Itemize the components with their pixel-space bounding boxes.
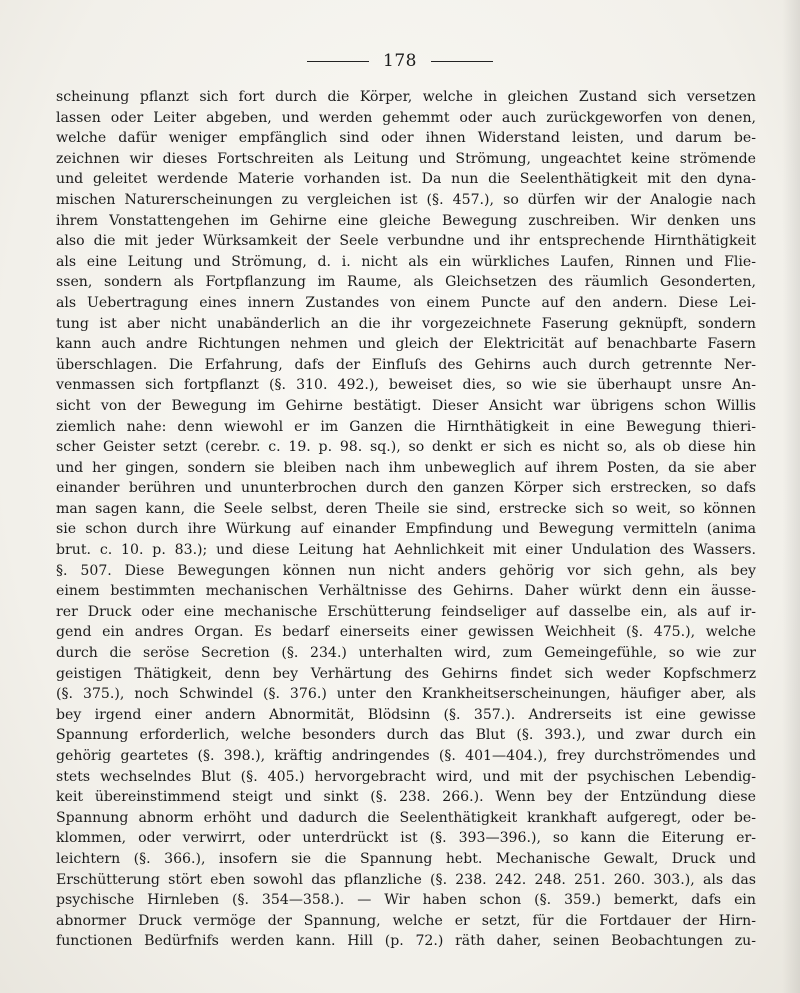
text-line: leichtern (§. 366.), insofern sie die Spannung hebt. Mechanische Gewalt, Druck und [56, 850, 756, 867]
text-line: rer Druck oder eine mechanische Erschütterung feindseliger auf dasselbe ein, als auf ir- [56, 603, 756, 620]
page-number: 178 [383, 51, 417, 71]
page-header [0, 46, 800, 76]
header-rule-left [307, 61, 369, 62]
text-line: zeichnen wir dieses Fortschreiten als Leitung und Strömung, ungeachtet keine strömende [56, 150, 756, 167]
text-line: ssen, sondern als Fortpflanzung im Raume, als Gleichsetzen des räumlich Gesonderten, [56, 274, 756, 291]
text-line: gehörig geartetes (§. 398.), kräftig andringendes (§. 401—404.), frey durchströmendes und [56, 748, 756, 764]
text-line: scher Geister setzt (cerebr. c. 19. p. 98. sq.), so denkt er sich es nicht so, als ob diese hin [56, 439, 756, 456]
text-line: lassen oder Leiter abgeben, und werden gehemmt oder auch zurückgeworfen von denen, [56, 109, 756, 126]
text-line: stets wechselndes Blut (§. 405.) hervorgebracht wird, und mit der psychischen Lebendig- [56, 768, 756, 785]
text-line: einander berühren und ununterbrochen durch den ganzen Körper sich erstrecken, so dafs [56, 480, 756, 497]
text-line: als Uebertragung eines innern Zustandes von einem Puncte auf den andern. Diese Lei- [56, 294, 756, 311]
text-line: abnormer Druck vermöge der Spannung, welche er setzt, für die Fortdauer der Hirn- [56, 912, 756, 929]
text-line: Spannung erforderlich, welche besonders durch das Blut (§. 393.), und zwar durch ein [56, 727, 756, 744]
text-line: also die mit jeder Würksamkeit der Seele verbundne und ihr entsprechende Hirnthätigkeit [56, 233, 756, 250]
text-line: Spannung abnorm erhöht und dadurch die Seelenthätigkeit krankhaft aufgeregt, oder be- [56, 809, 756, 826]
text-line: keit übereinstimmend steigt und sinkt (§. 238. 266.). Wenn bey der Entzündung diese [56, 789, 756, 806]
body-text [56, 87, 756, 952]
text-line: man sagen kann, die Seele selbst, deren Theile sie sind, erstrecke sich so weit, so können [56, 500, 756, 517]
text-line: durch die seröse Secretion (§. 234.) unterhalten wird, zum Gemeingefühle, so wie zur [56, 645, 756, 662]
text-line: kann auch andre Richtungen nehmen und gleich der Elektricität auf benachbarte Fasern [56, 336, 756, 353]
text-line: welche dafür weniger empfänglich sind oder ihnen Widerstand leisten, und darum be- [56, 130, 756, 147]
text-line: und her gingen, sondern sie bleiben nach ihm unbeweglich auf ihrem Posten, da sie aber [56, 459, 756, 476]
text-line: sicht von der Bewegung im Gehirne bestätigt. Dieser Ansicht war übrigens schon Willis [56, 397, 756, 414]
text-line: functionen Bedürfnifs werden kann. Hill (p. 72.) räth daher, seinen Beobachtungen zu- [56, 933, 756, 950]
text-line: scheinung pflanzt sich fort durch die Körper, welche in gleichen Zustand sich versetzen [56, 89, 756, 105]
text-line: und geleitet werdende Materie vorhanden ist. Da nun die Seelenthätigkeit mit den dyna- [56, 171, 756, 188]
text-line: tung ist aber nicht unabänderlich an die ihr vorgezeichnete Faserung geknüpft, sondern [56, 315, 756, 332]
header-rule-right [431, 61, 493, 62]
text-line: geistigen Thätigkeit, denn bey Verhärtung des Gehirns findet sich weder Kopfschmerz [56, 665, 756, 682]
text-line: überschlagen. Die Erfahrung, dafs der Einfluſs des Gehirns auch durch getrennte Ner- [56, 356, 756, 373]
text-line: einem bestimmten mechanischen Verhältnisse des Gehirns. Daher würkt denn ein äusse- [56, 583, 756, 600]
text-line: gend ein andres Organ. Es bedarf einerseits einer gewissen Weichheit (§. 475.), welche [56, 624, 756, 641]
text-line: als eine Leitung und Strömung, d. i. nicht als ein würkliches Laufen, Rinnen und Flie- [56, 253, 756, 270]
text-line: klommen, oder verwirrt, oder unterdrückt ist (§. 393—396.), so kann die Eiterung er- [56, 830, 756, 847]
text-line: bey irgend einer andern Abnormität, Blödsinn (§. 357.). Andrerseits ist eine gewisse [56, 706, 756, 723]
text-line: brut. c. 10. p. 83.); und diese Leitung hat Aehnlichkeit mit einer Undulation des Wassers. [56, 542, 756, 559]
text-line: ziemlich nahe: denn wiewohl er im Ganzen die Hirnthätigkeit in eine Bewegung thieri- [56, 418, 756, 435]
text-line: psychische Hirnleben (§. 354—358.). — Wir haben schon (§. 359.) bemerkt, dafs ein [56, 892, 756, 909]
text-line: (§. 375.), noch Schwindel (§. 376.) unter den Krankheitserscheinungen, häufiger aber, als [56, 686, 756, 703]
text-line: venmassen sich fortpflanzt (§. 310. 492.), beweiset dies, so wie sie überhaupt unsre An- [56, 377, 756, 394]
text-line: mischen Naturerscheinungen zu vergleichen ist (§. 457.), so dürfen wir der Analogie nach [56, 191, 756, 208]
text-line: §. 507. Diese Bewegungen können nun nicht anders gehörig vor sich gehn, als bey [56, 562, 756, 579]
text-line: Erschütterung stört eben sowohl das pflanzliche (§. 238. 242. 248. 251. 260. 303.), als das [56, 871, 756, 888]
page-edge-shadow [782, 0, 800, 993]
text-line: sie schon durch ihre Würkung auf einander Empfindung und Bewegung vermitteln (anima [56, 521, 756, 538]
text-line: ihrem Vonstattengehen im Gehirne eine gleiche Bewegung zuschreiben. Wir denken uns [56, 212, 756, 229]
